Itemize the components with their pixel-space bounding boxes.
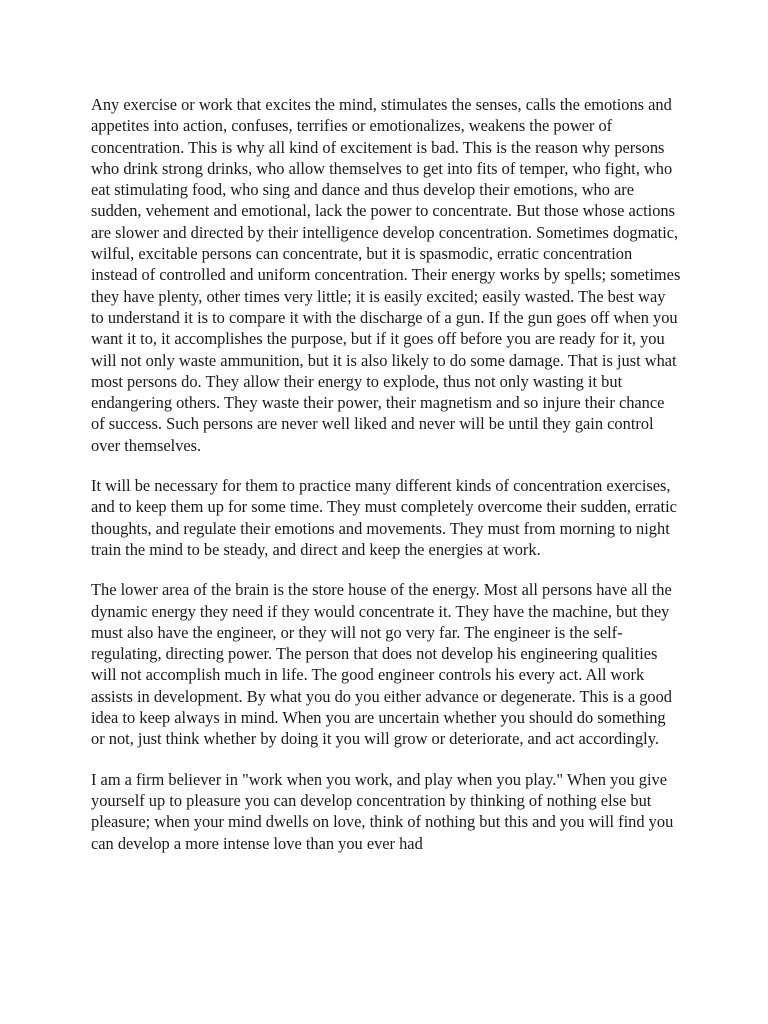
paragraph-3: The lower area of the brain is the store house of the energy. Most all persons have all the dynamic energy they need if they would concentrate it. They have the machine, but they must also have the engineer, or they will not go very far. The engineer is the self-regulating, directing power. The person that does not develop his engineering qualities will not accomplish much in life. The good engineer controls his every act. All work assists in development. By what you do you either advance or degenerate. This is a good idea to keep always in mind. When you are uncertain whether you should do something or not, just think whether by doing it you will grow or deteriorate, and act accordingly. [91,580,672,749]
paragraph-2: It will be necessary for them to practice many different kinds of concentration exercises, and to keep them up for some time. They must completely overcome their sudden, erratic thoughts, and regulate their emotions and movements. They must from morning to night train the mind to be steady, and direct and keep the energies at work. [91,476,677,559]
paragraph-1: Any exercise or work that excites the mind, stimulates the senses, calls the emotions and appetites into action, confuses, terrifies or emotionalizes, weakens the power of concentration. This is why all kind of excitement is bad. This is the reason why persons who drink strong drinks, who allow themselves to get into fits of temper, who fight, who eat stimulating food, who sing and dance and thus develop their emotions, who are sudden, vehement and emotional, lack the power to concentrate. But those whose actions are slower and directed by their intelligence develop concentration. Sometimes dogmatic, wilful, excitable persons can concentrate, but it is spasmodic, erratic concentration instead of controlled and uniform concentration. Their energy works by spells; sometimes they have plenty, other times very little; it is easily excited; easily wasted. The best way to understand it is to compare it with the discharge of a gun. If the gun goes off when you want it to, it accomplishes the purpose, but if it goes off before you are ready for it, you will not only waste ammunition, but it is also likely to do some damage. That is just what most persons do. They allow their energy to explode, thus not only wasting it but endangering others. They waste their power, their magnetism and so injure their chance of success. Such persons are never well liked and never will be until they gain control over themselves. [91,95,681,455]
paragraph-4: I am a firm believer in "work when you work, and play when you play." When you give yourself up to pleasure you can develop concentration by thinking of nothing else but pleasure; when your mind dwells on love, think of nothing but this and you will find you can develop a more intense love than you ever had [91,769,674,853]
document-page [91,94,681,873]
